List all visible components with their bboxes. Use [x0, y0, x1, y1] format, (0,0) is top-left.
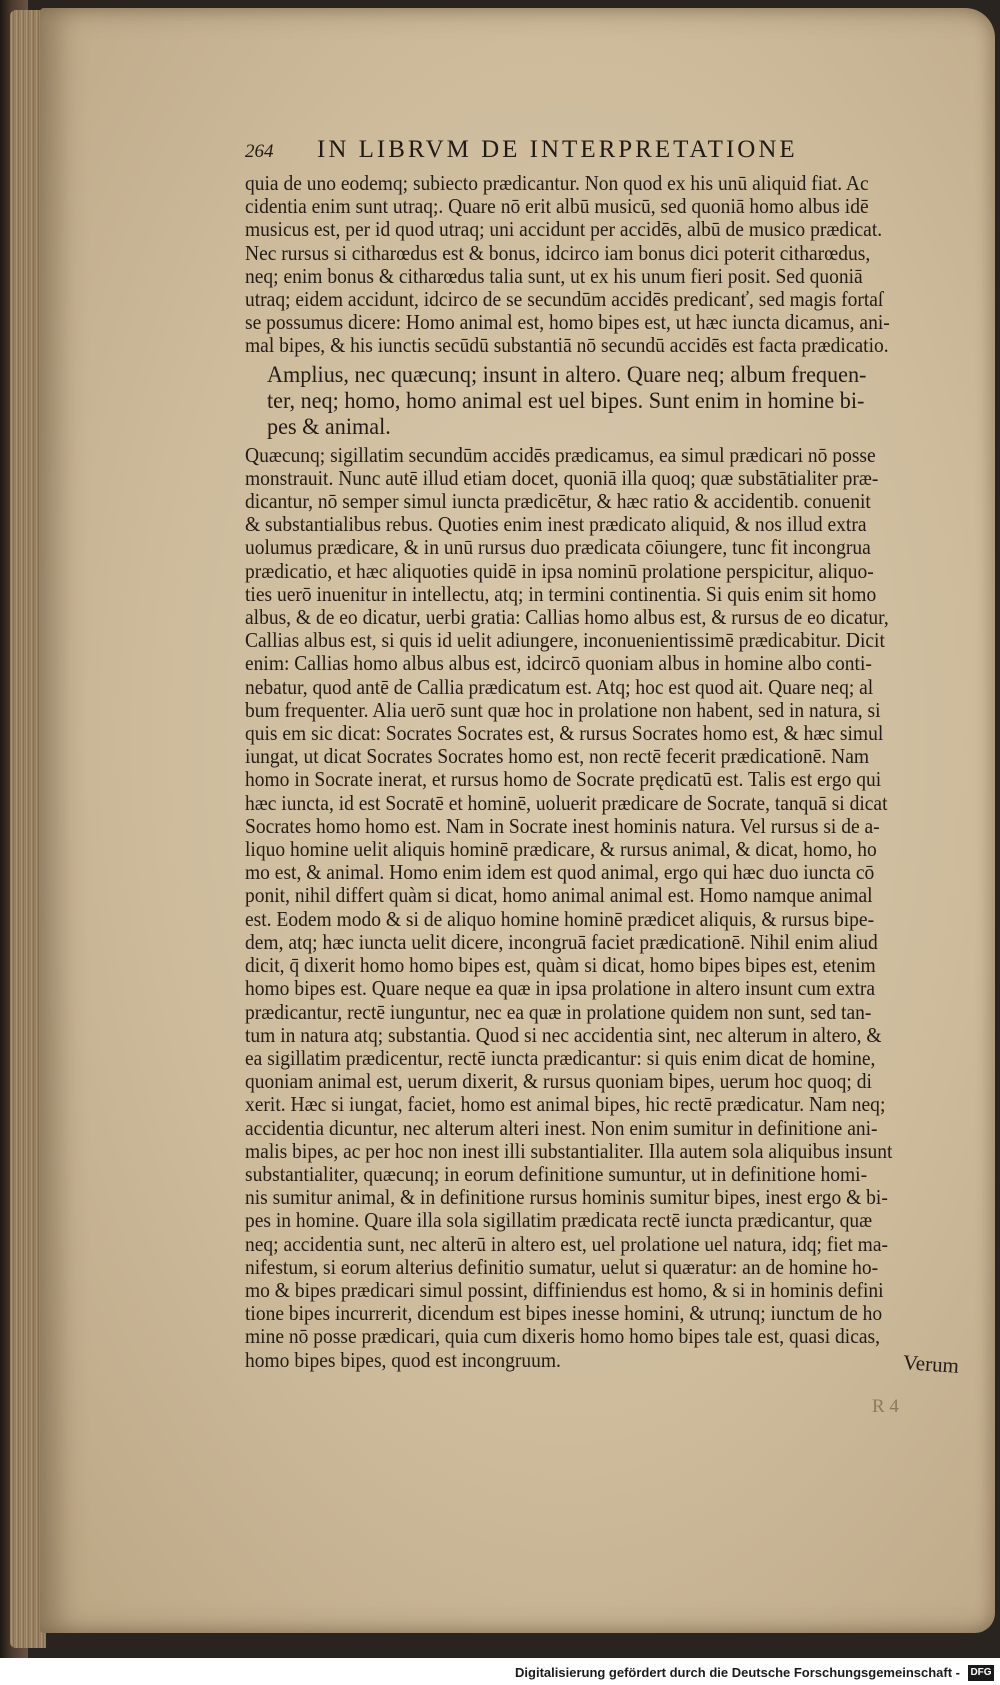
running-head-title: IN LIBRVM DE INTERPRETATIONE — [317, 136, 798, 163]
text-line: tione bipes incurrerit, dicendum est bipes inesse homini, & utrunq; iunctum de ho — [245, 1301, 883, 1326]
text-line: quis em sic dicat: Socrates Socrates est, & rursus Socrates homo est, & hæc simul — [245, 721, 884, 746]
text-line: iungat, ut dicat Socrates Socrates homo est, non rectē fecerit prædicationē. Nam — [245, 744, 870, 769]
text-line: nebatur, quod antē de Callia prædicatum est. Atq; hoc est quod ait. Quare neq; al — [245, 674, 874, 699]
text-line: liquo homine uelit aliquis hominē prædicare, & rursus animal, & dicat, homo, ho — [245, 837, 877, 862]
text-line: homo bipes est. Quare neque ea quæ in ipsa prolatione in altero insunt cum extra — [245, 976, 876, 1001]
commentary-block-2 — [245, 444, 945, 1372]
text-line: pes & animal. — [267, 413, 391, 440]
page-text-block — [245, 172, 945, 1372]
text-line: malis bipes, ac per hoc non inest illi substantialiter. Illa autem sola aliquibus insunt — [245, 1138, 893, 1163]
text-line: xerit. Hæc si iungat, faciet, homo est animal bipes, hic rectē prædicatur. Nam neq; — [245, 1092, 886, 1117]
commentary-block-1 — [245, 172, 945, 358]
text-line: prædicatio, et hæc aliquoties quidē in ipsa nominū prolatione perspicitur, aliquo- — [245, 558, 874, 583]
footer-bar — [0, 1660, 1000, 1685]
text-line: quia de uno eodemq; subiecto prædicantur. Non quod ex his unū aliquid fiat. Ac — [245, 171, 869, 195]
running-head — [245, 136, 905, 166]
text-line: dicit, q̄ dixerit homo homo bipes est, quàm si dicat, homo bipes bipes est, etenim — [245, 953, 876, 978]
text-line: accidentia dicuntur, nec alterum alteri inest. Non enim sumitur in definitione ani- — [245, 1115, 878, 1140]
text-line: Nec rursus si citharœdus est & bonus, idcirco iam bonus dici poterit citharœdus, — [245, 240, 871, 265]
text-line: mal bipes, & his iunctis secūdū substantiā nō secundū accidēs est facta prædicatio. — [245, 333, 889, 358]
text-line: mine nō posse prædicari, quia cum dixeris homo homo bipes tale est, quasi dicas, — [245, 1324, 881, 1349]
text-line: quoniam animal est, uerum dixerit, & rursus quoniam bipes, uerum hoc quoq; di — [245, 1069, 872, 1094]
text-line: ties uerō inuenitur in intellectu, atq; in termini continentia. Si quis enim sit homo — [245, 581, 877, 606]
text-line: Callias albus est, si quis id uelit adiungere, inconuenientissimē prædicabitur. Dicit — [245, 628, 885, 653]
text-line: mo & bipes prædicari simul possint, diffiniendus est homo, & si in hominis defini — [245, 1277, 884, 1302]
text-line: musicus est, per id quod utraq; uni accidunt per accidēs, albū de musico prædicat. — [245, 217, 883, 242]
text-line: substantialiter, quæcunq; in eorum definitione sumuntur, ut in definitione homi- — [245, 1161, 868, 1186]
text-line: dem, atq; hæc iuncta uelit dicere, incongruā faciet prædicationē. Nihil enim aliud — [245, 929, 878, 954]
text-line: & substantialibus rebus. Quoties enim inest prædicato aliquid, & nos illud extra — [245, 512, 867, 537]
text-line: hæc iuncta, id est Socratē et hominē, uoluerit prædicare de Socrate, tanquā si dicat — [245, 790, 888, 815]
catchword: Verum — [902, 1350, 960, 1378]
text-line: uolumus prædicare, & in unū rursus duo prædicata cōiungere, tunc fit incongrua — [245, 535, 871, 560]
dfg-logo: DFG — [968, 1665, 994, 1681]
text-line: ter, neq; homo, homo animal est uel bipes. Sunt enim in homine bi- — [267, 387, 865, 414]
text-line: ea sigillatim prædicentur, rectē iuncta prædicantur: si quis enim dicat de homine, — [245, 1045, 876, 1070]
text-line: homo bipes bipes, quod est incongruum. — [245, 1347, 561, 1372]
text-line: nifestum, si eorum alterius definitio sumatur, uelut si quæratur: an de homine ho- — [245, 1254, 879, 1279]
text-line: prædicantur, rectē iunguntur, nec ea quæ in prolatione quidem non sunt, sed tan- — [245, 999, 872, 1024]
text-line: albus, & de eo dicatur, uerbi gratia: Callias homo albus est, & rursus de eo dicatur, — [245, 605, 889, 630]
text-line: tum in natura atq; substantia. Quod si nec accidentia sint, nec alterum in altero, & — [245, 1022, 882, 1047]
text-line: nis sumitur animal, & in definitione rursus hominis sumitur bipes, inest ergo & bi- — [245, 1185, 888, 1210]
text-line: se possumus dicere: Homo animal est, homo bipes est, ut hæc iuncta dicamus, ani- — [245, 310, 890, 335]
text-line: bum frequenter. Alia uerō sunt quæ hoc in prolatione non habent, sed in natura, si — [245, 697, 881, 722]
text-line: neq; enim bonus & citharœdus talia sunt, ut ex his unum fieri posit. Sed quoniā — [245, 263, 863, 288]
text-line: pes in homine. Quare illa sola sigillatim prædicata rectē iuncta prædicantur, quæ — [245, 1208, 873, 1233]
lemma-block — [267, 362, 945, 440]
footer-credit: Digitalisierung gefördert durch die Deutsche Forschungsgemeinschaft - — [515, 1665, 960, 1680]
signature-mark: R 4 — [872, 1396, 899, 1417]
text-line: Amplius, nec quæcunq; insunt in altero. Quare neq; album frequen- — [267, 361, 867, 388]
text-line: neq; accidentia sunt, nec alterū in altero est, uel prolatione uel natura, idq; fiet ma- — [245, 1231, 889, 1256]
text-line: mo est, & animal. Homo enim idem est quod animal, ergo qui hæc duo iuncta cō — [245, 860, 875, 885]
text-line: utraq; eidem accidunt, idcirco de se secundūm accidēs predicanť, sed magis fortaſ — [245, 287, 884, 312]
text-line: cidentia enim sunt utraq;. Quare nō erit albū musicū, sed quoniā homo albus idē — [245, 194, 869, 219]
text-line: ponit, nihil differt quàm si dicat, homo animal animal est. Homo namque animal — [245, 883, 873, 908]
text-line: est. Eodem modo & si de aliquo homine hominē prædicet aliquis, & rursus bipe- — [245, 906, 875, 931]
text-line: enim: Callias homo albus albus est, idcircō quoniam albus in homine albo conti- — [245, 651, 872, 676]
text-line: Socrates homo homo est. Nam in Socrate inest hominis natura. Vel rursus si de a- — [245, 813, 880, 838]
folio-number: 264 — [245, 141, 274, 162]
text-line: dicantur, nō semper simul iuncta prædicētur, & hæc ratio & accidentib. conuenit — [245, 489, 871, 514]
text-line: monstrauit. Nunc autē illud etiam docet, quoniā illa quoq; quæ substātialiter præ- — [245, 465, 879, 490]
text-line: Quæcunq; sigillatim secundūm accidēs prædicamus, ea simul prædicari nō posse — [245, 442, 876, 467]
text-line: homo in Socrate inerat, et rursus homo de Socrate prędicatū est. Talis est ergo qui — [245, 767, 882, 792]
